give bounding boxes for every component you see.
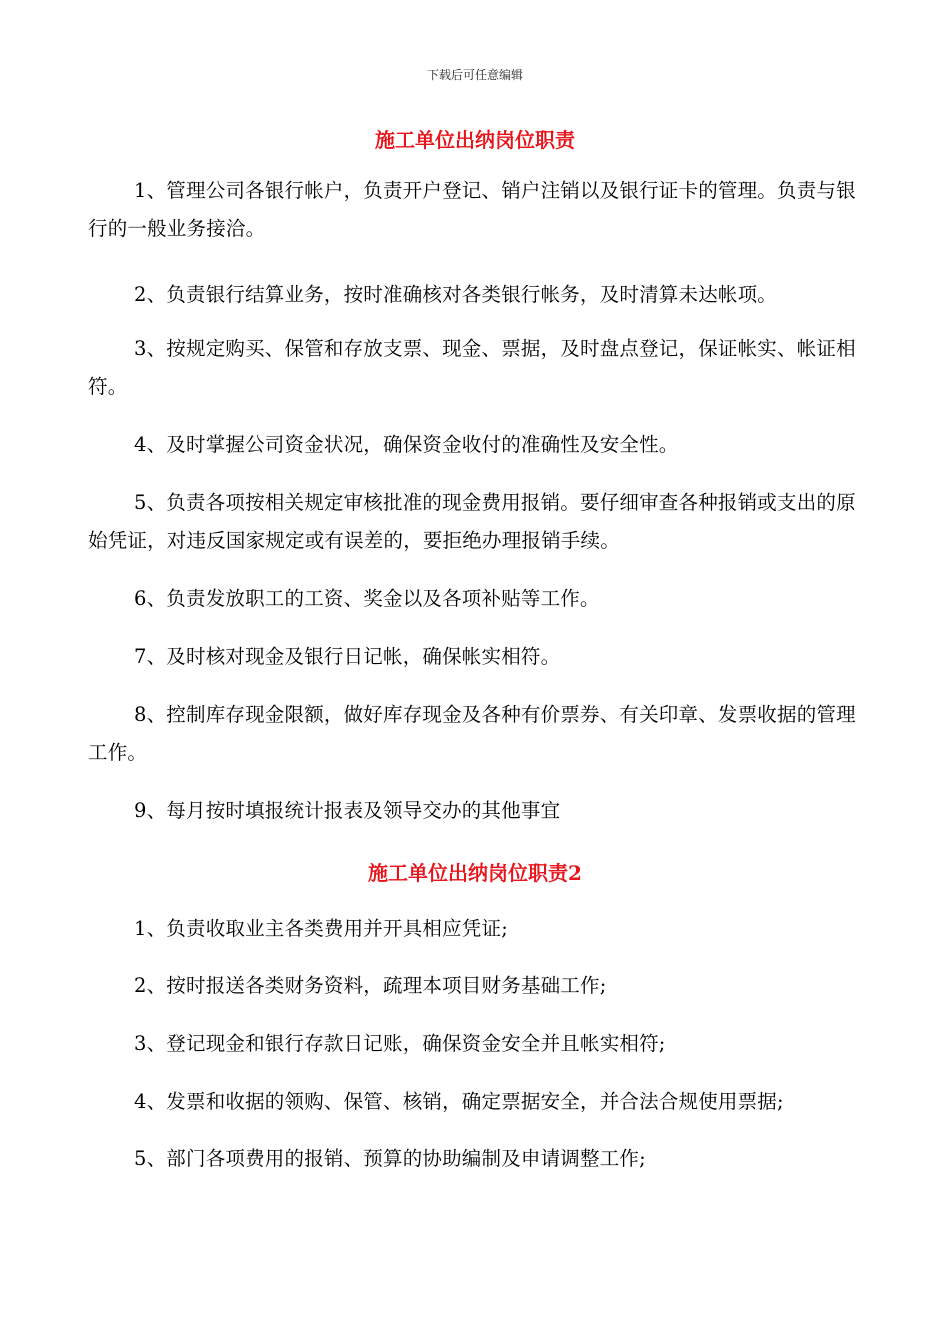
paragraph: 5、部门各项费用的报销、预算的协助编制及申请调整工作; [134, 1147, 646, 1170]
paragraph: 8、控制库存现金限额，做好库存现金及各种有价票券、有关印章、发票收据的管理工作。 [88, 703, 856, 764]
paragraph: 3、按规定购买、保管和存放支票、现金、票据，及时盘点登记，保证帐实、帐证相符。 [88, 337, 856, 398]
section-title-1: 施工单位出纳岗位职责 [375, 128, 575, 152]
paragraph: 4、发票和收据的领购、保管、核销，确定票据安全，并合法合规使用票据; [134, 1090, 784, 1113]
header-note: 下载后可任意编辑 [426, 68, 523, 82]
paragraph: 2、按时报送各类财务资料，疏理本项目财务基础工作; [134, 974, 607, 997]
paragraph: 1、负责收取业主各类费用并开具相应凭证; [134, 917, 508, 940]
paragraph: 1、管理公司各银行帐户，负责开户登记、销户注销以及银行证卡的管理。负责与银行的一般业务接洽。 [88, 179, 856, 240]
paragraph: 2、负责银行结算业务，按时准确核对各类银行帐务，及时清算未达帐项。 [134, 283, 778, 306]
paragraph: 4、及时掌握公司资金状况，确保资金收付的准确性及安全性。 [134, 433, 679, 456]
paragraph: 7、及时核对现金及银行日记帐，确保帐实相符。 [134, 645, 561, 668]
paragraph: 6、负责发放职工的工资、奖金以及各项补贴等工作。 [134, 587, 600, 610]
section-title-2: 施工单位出纳岗位职责2 [368, 861, 582, 885]
paragraph: 9、每月按时填报统计报表及领导交办的其他事宜 [134, 799, 561, 822]
paragraph: 5、负责各项按相关规定审核批准的现金费用报销。要仔细审查各种报销或支出的原始凭证，对违反国家规定或有误差的，要拒绝办理报销手续。 [88, 491, 856, 552]
paragraph: 3、登记现金和银行存款日记账，确保资金安全并且帐实相符; [134, 1032, 666, 1055]
